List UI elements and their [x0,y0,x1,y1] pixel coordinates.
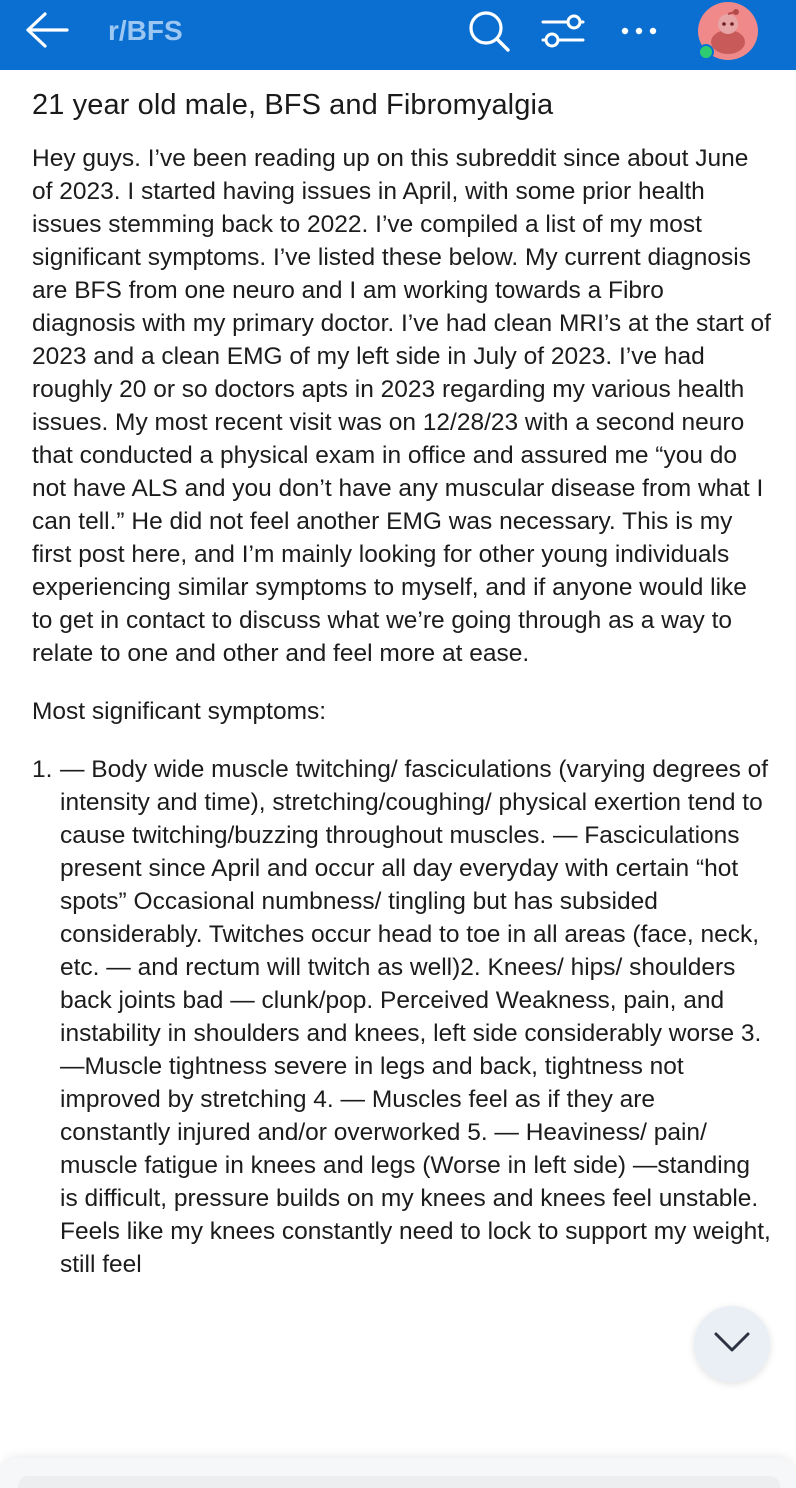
search-button[interactable] [464,8,514,58]
back-arrow-icon [23,10,69,55]
sort-filter-button[interactable] [538,8,588,58]
chevron-down-icon [713,1331,751,1358]
post-intro-paragraph: Hey guys. I’ve been reading up on this subreddit since about June of 2023. I started having issues in April, with some prior health issues stemming back to 2022. I’ve compiled a list of my most significant symptoms. I’ve listed these below. My current diagnosis are BFS from one neuro and I am working towards a Fibro diagnosis with my primary doctor. I’ve had clean MRI’s at the start of 2023 and a clean EMG of my left side in July of 2023. I’ve had roughly 20 or so doctors apts in 2023 regarding my various health issues. My most recent visit was on 12/28/23 with a second neuro that conducted a physical exam in office and assured me “you do not have ALS and you don’t have any muscular disease from what I can tell.” He did not feel another EMG was necessary. This is my first post here, and I’m mainly looking for other young individuals experiencing similar symptoms to myself, and if anyone would like to get in contact to discuss what we’re going through as a way to relate to one and other and feel more at ease. [32,145,771,667]
filter-icon [539,10,587,57]
back-button[interactable] [20,10,72,54]
more-options-button[interactable] [614,8,664,58]
list-number: 1. [32,756,53,783]
symptoms-list [32,753,772,1281]
post-body [32,142,772,1281]
symptoms-heading: Most significant symptoms: [32,698,327,725]
more-icon [619,24,659,42]
search-icon [466,8,512,59]
comment-input[interactable] [18,1476,780,1488]
list-item-text: — Body wide muscle twitching/ fasciculations (varying degrees of intensity and time), stretching/coughing/ physical exertion tend to cause twitching/buzzing throughout muscles. — Fasciculations present since April and occur all day everyday with certain “hot spots” Occasional numbness/ tingling but has subsided considerably. Twitches occur head to toe in all areas (face, neck, etc. — and rectum will twitch as well)2. Knees/ hips/ shoulders back joints bad — clunk/pop. Perceived Weakness, pain, and instability in shoulders and knees, left side considerably worse 3. —Muscle tightness severe in legs and back, tightness not improved by stretching 4. — Muscles feel as if they are constantly injured and/or overworked 5. — Heaviness/ pain/ muscle fatigue in knees and legs (Worse in left side) —standing is difficult, pressure builds on my knees and knees feel unstable. Feels like my knees constantly need to lock to support my weight, still feel [60,756,771,1278]
collapse-button[interactable] [694,1306,770,1382]
subreddit-name[interactable]: r/BFS [108,15,183,46]
user-avatar-button[interactable] [694,0,760,62]
online-status-indicator [698,44,714,60]
top-bar [0,0,796,70]
post-title: 21 year old male, BFS and Fibromyalgia [32,89,554,121]
post-content [32,84,772,1281]
